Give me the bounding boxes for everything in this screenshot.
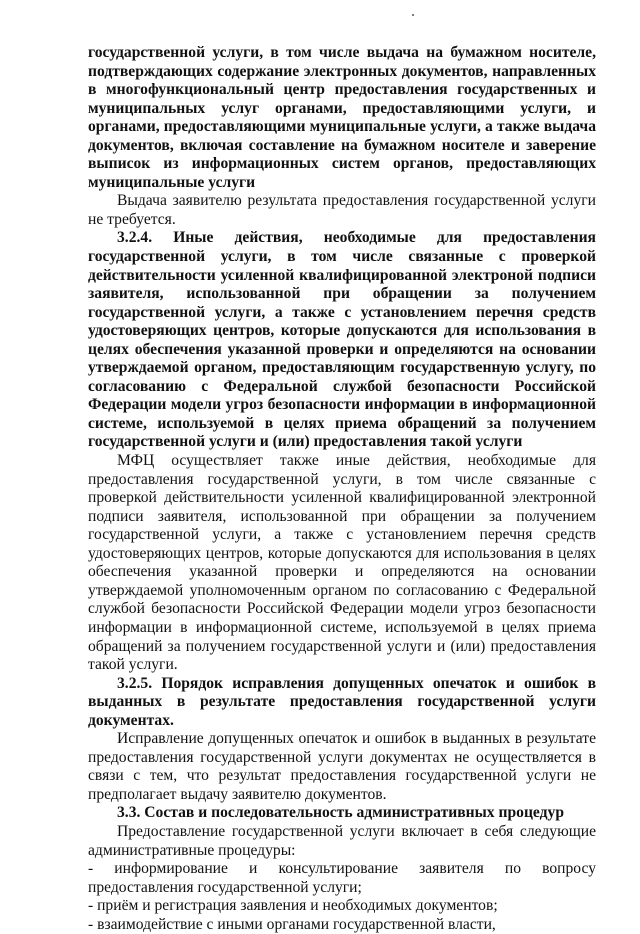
paragraph-error-correction: Исправление допущенных опечаток и ошибок в выданных в результате предоставления государственной услуги документах не осуществляется в связи с тем, что результат предоставления государственной услуги не предполагает выдачу заявителю документов. (88, 730, 596, 803)
section-3-2-4-heading: 3.2.4. Иные действия, необходимые для предоставления государственной услуги, в том числе связанные с проверкой действительности усиленной квалифицированной электроной подписи заявителя, использованной при обращении за получением государственной услуги, а также с установлением перечня средств удостоверяющих центров, которые допускаются для использования в целях обеспечения указанной проверки и определяются на основании утверждаемой органом, предоставляющим государственную услугу, по согласованию с Федеральной службой безопасности Российской Федерации модели угроз безопасности информации в информационной системе, используемой в целях приема обращений за получением государственной услуги и (или) предоставления такой услуги (88, 229, 596, 451)
list-item-interaction: - взаимодействие с иными органами государственной власти, (88, 915, 496, 933)
paragraph-result-not-required: Выдача заявителю результата предоставления государственной услуги не требуется. (88, 192, 596, 228)
paragraph-issuance-docs: государственной услуги, в том числе выдача на бумажном носителе, подтверждающих содержание электронных документов, направленных в многофункциональный центр предоставления государственных и муниципальных услуг органами, предоставляющими услуги, и органами, предоставляющими муниципальные услуги, а также выдача документов, включая составление на бумажном носителе и заверение выписок из информационных систем органов, предоставляющих муниципальные услуги (88, 44, 596, 191)
section-3-2-5-heading: 3.2.5. Порядок исправления допущенных опечаток и ошибок в выданных в результате предоставления государственной услуги документах. (88, 674, 596, 729)
paragraph-mfc-actions: МФЦ осуществляет также иные действия, необходимые для предоставления государственной услуги, в том числе связанные с проверкой действительности усиленной квалифицированной электронной подписи заявителя, использованной при обращении за получением государственной услуги, а также с установлением перечня средств удостоверяющих центров, которые допускаются для использования в целях обеспечения указанной проверки и определяются на основании утверждаемой уполномоченным органом по согласованию с Федеральной службой безопасности Российской Федерации модели угроз безопасности информации в информационной системе, используемой в целях приема обращений за получением государственной услуги и (или) предоставления такой услуги. (88, 452, 596, 674)
scan-speck (412, 14, 414, 16)
section-3-3-heading: 3.3. Состав и последовательность административных процедур (117, 804, 565, 822)
paragraph-procedures-intro: Предоставление государственной услуги включает в себя следующие административные процедуры: (88, 822, 596, 859)
list-item-registration: - приём и регистрация заявления и необходимых документов; (88, 897, 498, 915)
list-item-informing: - информирование и консультирование заявителя по вопросу предоставления государственной услуги; (88, 860, 596, 896)
